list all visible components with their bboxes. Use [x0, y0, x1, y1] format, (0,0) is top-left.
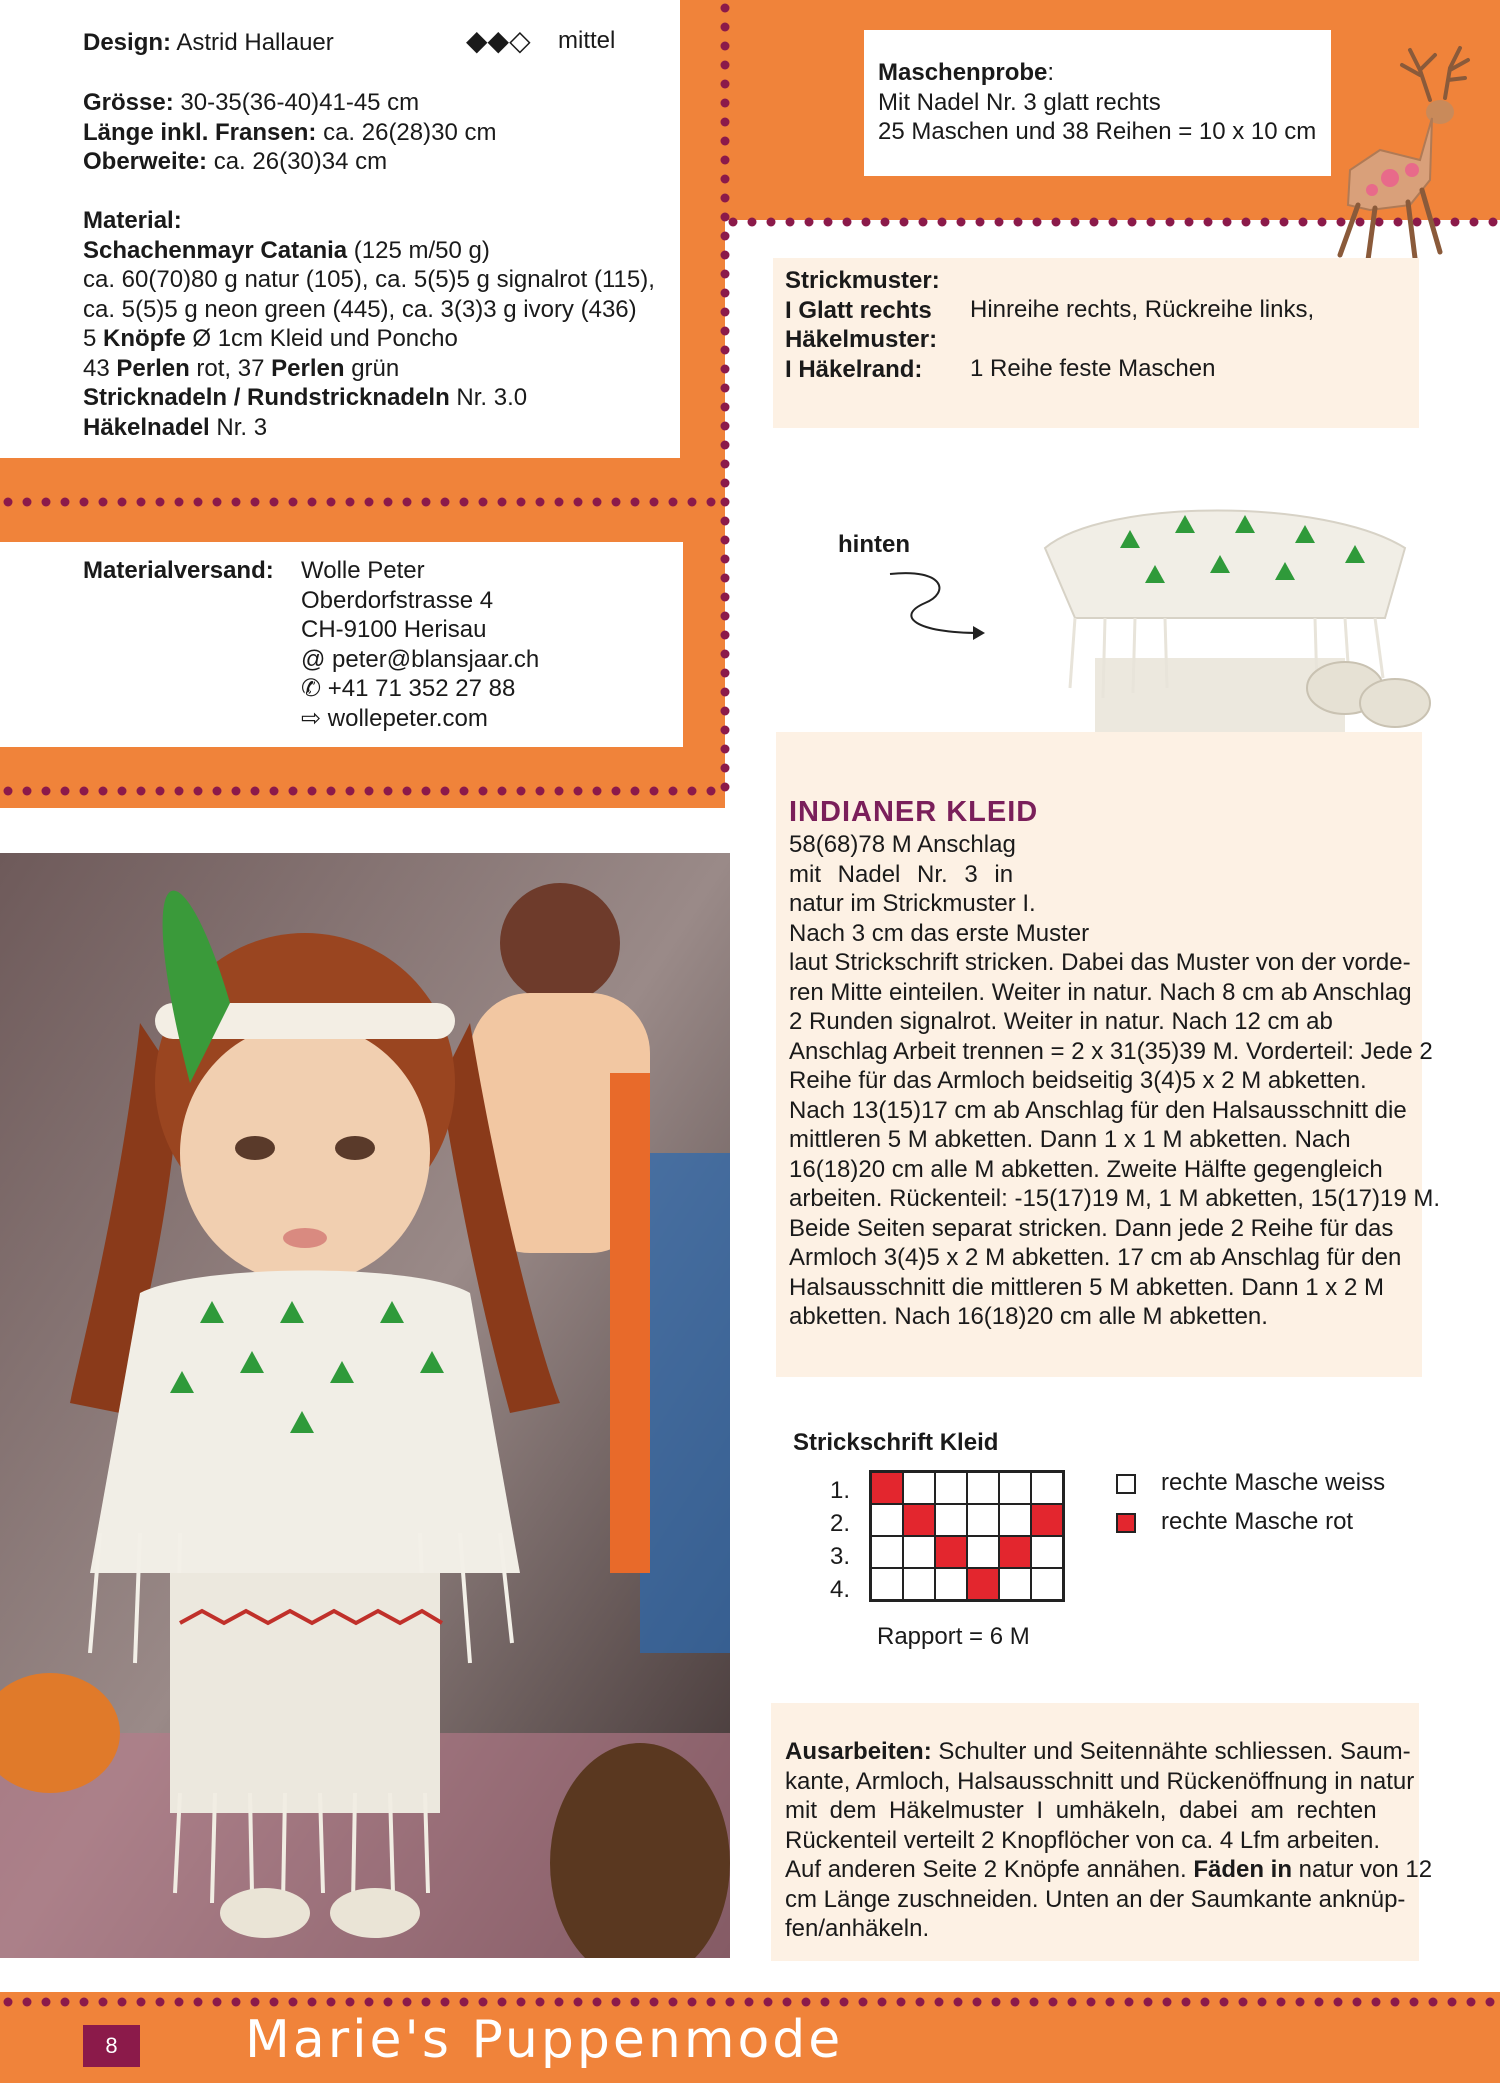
dress-text-line: 2 Runden signalrot. Weiter in natur. Nach 12 cm ab	[789, 1008, 1333, 1035]
dotted-divider-vertical	[717, 0, 733, 800]
difficulty-diamonds-icon: ◆◆◇	[466, 25, 531, 56]
chart-cell-white	[903, 1536, 935, 1568]
footer-title: Marie's Puppenmode	[245, 2010, 844, 2070]
chart-title: Strickschrift Kleid	[793, 1429, 999, 1456]
shipping-email[interactable]: @ peter@blansjaar.ch	[301, 645, 540, 673]
beads-line: 43 Perlen rot, 37 Perlen grün	[83, 354, 400, 382]
size-list	[83, 88, 496, 177]
page-number: 8	[83, 2025, 140, 2067]
material-list	[83, 206, 655, 442]
dress-text-line: mittleren 5 M abketten. Dann 1 x 1 M abketten. Nach	[789, 1126, 1351, 1153]
legend-white-swatch	[1116, 1474, 1136, 1494]
chart-cell-white	[871, 1536, 903, 1568]
legend-red-label: rechte Masche rot	[1161, 1508, 1354, 1535]
shipping-box	[0, 542, 683, 747]
chart-cell-white	[1031, 1536, 1063, 1568]
chart-cell-red	[1031, 1504, 1063, 1536]
chart-cell-white	[935, 1568, 967, 1600]
gauge-box: Maschenprobe: Mit Nadel Nr. 3 glatt rechts 25 Maschen und 38 Reihen = 10 x 10 cm	[864, 30, 1331, 176]
gauge-line-1: Mit Nadel Nr. 3 glatt rechts	[878, 88, 1161, 116]
hook-line: Häkelnadel Nr. 3	[83, 413, 268, 441]
pattern-labels: Strickmuster: I Glatt rechts Häkelmuster: I Häkelrand:	[785, 267, 940, 383]
shipping-company: Wolle Peter	[301, 557, 425, 584]
dress-text-line: abketten. Nach 16(18)20 cm alle M abketten.	[789, 1303, 1268, 1330]
chart-cell-white	[967, 1472, 999, 1504]
knitting-chart-grid	[869, 1470, 1065, 1602]
dotted-divider-footer	[0, 1994, 1500, 2010]
deer-illustration	[1320, 30, 1490, 270]
chart-cell-white	[1031, 1568, 1063, 1600]
length-line: Länge inkl. Fransen: ca. 26(28)30 cm	[83, 118, 497, 146]
shipping-label: Materialversand:	[83, 557, 274, 584]
finishing-text: Ausarbeiten: Schulter und Seitennähte schliessen. Saum- kante, Armloch, Halsausschnitt und Rückenöffnung in natur mit dem Häkelmuster I umhäkeln, dabei am rechten Rückenteil verteilt 2 Knopflöcher von ca. 4 Lfm arbeiten. Auf anderen Seite 2 Knöpfe annähen. Fäden in natur von 12 cm Länge zuschneiden. Unten an der Saumkante anknüp- fen/anhäkeln.	[785, 1738, 1433, 1942]
chart-cell-white	[999, 1568, 1031, 1600]
size-line: Grösse: 30-35(36-40)41-45 cm	[83, 89, 420, 116]
chart-cell-white	[935, 1504, 967, 1536]
chart-cell-red	[999, 1536, 1031, 1568]
dress-text-line: 16(18)20 cm alle M abketten. Zweite Hälfte gegengleich	[789, 1155, 1383, 1183]
dress-text-line: Nach 13(15)17 cm ab Anschlag für den Halsausschnitt die	[789, 1096, 1407, 1124]
info-box	[0, 0, 680, 458]
dotted-divider-left-low	[0, 783, 725, 799]
crochet-description: 1 Reihe feste Maschen	[970, 355, 1216, 382]
dress-title: INDIANER KLEID	[789, 796, 1039, 828]
difficulty-label: mittel	[558, 27, 616, 54]
dress-text-full	[789, 948, 1440, 1332]
chart-cell-white	[935, 1472, 967, 1504]
dress-text-line: Beide Seiten separat stricken. Dann jede 2 Reihe für das	[789, 1214, 1394, 1242]
chart-row-labels: 1. 2. 3. 4.	[830, 1477, 851, 1603]
pattern-box	[773, 258, 1419, 428]
dress-text-line: laut Strickschrift stricken. Dabei das Muster von der vorde-	[789, 949, 1411, 976]
chart-cell-white	[999, 1472, 1031, 1504]
chart-cell-white	[871, 1568, 903, 1600]
arrow-icon	[885, 568, 995, 648]
chart-cell-red	[903, 1504, 935, 1536]
shipping-website[interactable]: ⇨ wollepeter.com	[301, 704, 488, 732]
dress-text-line: ren Mitte einteilen. Weiter in natur. Nach 8 cm ab Anschlag	[789, 978, 1412, 1006]
gauge-heading: Maschenprobe	[878, 59, 1048, 86]
shipping-city: CH-9100 Herisau	[301, 616, 487, 643]
hinten-label: hinten	[838, 531, 910, 558]
knit-description: Hinreihe rechts, Rückreihe links,	[970, 296, 1315, 323]
legend-red-swatch	[1116, 1513, 1136, 1533]
buttons-line: 5 Knöpfe Ø 1cm Kleid und Poncho	[83, 325, 458, 352]
dotted-divider-left-mid	[0, 494, 725, 510]
dress-text-line: Armloch 3(4)5 x 2 M abketten. 17 cm ab Anschlag für den	[789, 1244, 1402, 1271]
shipping-phone: ✆ +41 71 352 27 88	[301, 675, 516, 702]
rapport-label: Rapport = 6 M	[877, 1623, 1030, 1650]
chest-line: Oberweite: ca. 26(30)34 cm	[83, 148, 388, 175]
chart-cell-white	[999, 1504, 1031, 1536]
doll-photo	[0, 853, 730, 1958]
dress-text-line: arbeiten. Rückenteil: -15(17)19 M, 1 M abketten, 15(17)19 M.	[789, 1185, 1440, 1212]
chart-cell-white	[967, 1536, 999, 1568]
chart-cell-white	[1031, 1472, 1063, 1504]
material-heading: Material:	[83, 207, 182, 234]
chart-cell-white	[903, 1568, 935, 1600]
dress-instructions-box	[776, 732, 1440, 1377]
legend-white-label: rechte Masche weiss	[1161, 1469, 1386, 1496]
yarn-amount-line-1: ca. 60(70)80 g natur (105), ca. 5(5)5 g signalrot (115),	[83, 266, 655, 293]
chart-cell-red	[935, 1536, 967, 1568]
chart-cell-white	[903, 1472, 935, 1504]
yarn-amount-line-2: ca. 5(5)5 g neon green (445), ca. 3(3)3 g ivory (436)	[83, 295, 637, 323]
chart-cell-white	[871, 1504, 903, 1536]
dress-text-line: Reihe für das Armloch beidseitig 3(4)5 x 2 M abketten.	[789, 1067, 1367, 1094]
needles-line: Stricknadeln / Rundstricknadeln Nr. 3.0	[83, 384, 528, 411]
finishing-box	[771, 1703, 1433, 1961]
chart-cell-red	[871, 1472, 903, 1504]
design-line: Design: Astrid Hallauer	[83, 29, 334, 56]
shipping-street: Oberdorfstrasse 4	[301, 586, 494, 614]
chart-cell-red	[967, 1568, 999, 1600]
dress-text-line: Anschlag Arbeit trennen = 2 x 31(35)39 M. Vorderteil: Jede 2	[789, 1037, 1433, 1065]
gauge-line-2: 25 Maschen und 38 Reihen = 10 x 10 cm	[878, 118, 1317, 145]
yarn-line: Schachenmayr Catania (125 m/50 g)	[83, 236, 490, 264]
dress-text-narrow: 58(68)78 M Anschlag mit Nadel Nr. 3 in natur im Strickmuster I. Nach 3 cm das erste Muster	[789, 831, 1090, 947]
dress-text-line: Halsausschnitt die mittleren 5 M abketten. Dann 1 x 2 M	[789, 1273, 1384, 1301]
chart-cell-white	[967, 1504, 999, 1536]
shipping-address	[301, 556, 539, 733]
